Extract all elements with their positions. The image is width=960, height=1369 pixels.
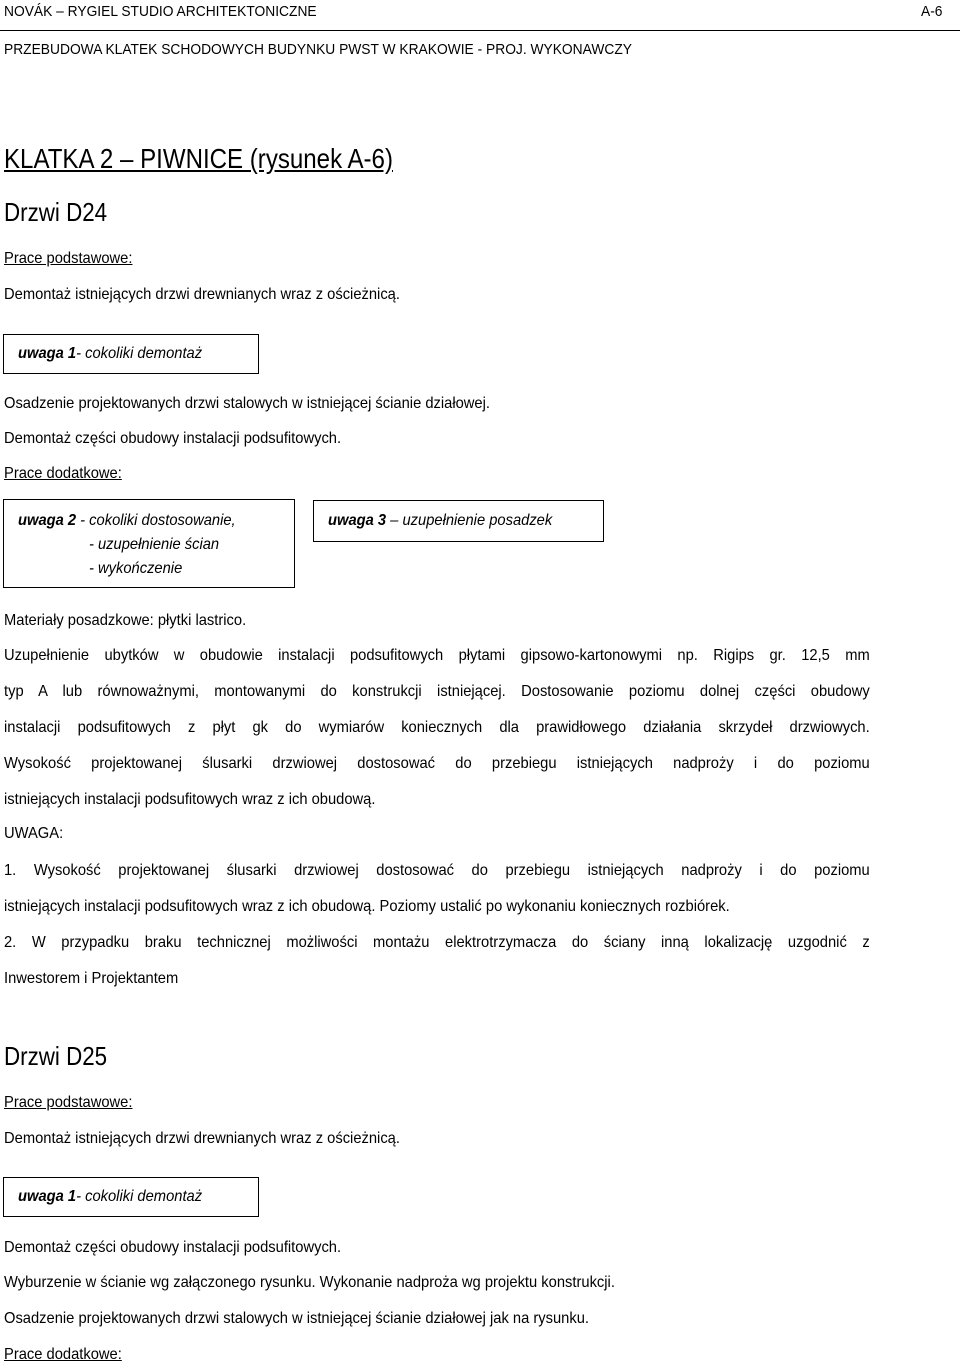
- d24-para-line: Uzupełnienie ubytków w obudowie instalacji podsufitowych płytami gipsowo-kartonowymi np. Rigips gr. 12,5 mm: [4, 647, 870, 664]
- d24-note-1-text: - cokoliki demontaż: [76, 345, 203, 362]
- d25-note-1-label: uwaga 1: [18, 1188, 77, 1205]
- d24-line-2: Osadzenie projektowanych drzwi stalowych w istniejącej ścianie działowej.: [4, 395, 490, 412]
- d24-uwaga-item: istniejących instalacji podsufitowych wraz z ich obudową. Poziomy ustalić po wykonaniu koniecznych rozbiórek.: [4, 898, 730, 915]
- d24-note-3-label: uwaga 3: [328, 512, 387, 529]
- d25-basic-label: Prace podstawowe:: [4, 1094, 133, 1111]
- d24-para-line: instalacji podsufitowych z płyt gk do wymiarów koniecznych dla prawidłowego działania skrzydeł drzwiowych.: [4, 719, 870, 736]
- d25-note-1-box: [3, 1177, 259, 1217]
- header-rule: [0, 30, 960, 31]
- section-title: KLATKA 2 – PIWNICE (rysunek A-6): [4, 143, 393, 174]
- d25-note-1: [18, 1188, 202, 1206]
- d24-line-3: Demontaż części obudowy instalacji podsufitowych.: [4, 430, 342, 447]
- d24-note-2-label: uwaga 2: [18, 512, 77, 529]
- d24-uwaga-label: UWAGA:: [4, 825, 64, 842]
- d24-para-line: Wysokość projektowanej ślusarki drzwiowej dostosować do przebiegu istniejących nadproży i do poziomu: [4, 755, 870, 772]
- d24-uwaga-item: 1. Wysokość projektowanej ślusarki drzwiowej dostosować do przebiegu istniejących nadproży i do poziomu: [4, 862, 870, 879]
- d24-note-2-line-c: - wykończenie: [89, 560, 183, 577]
- d24-note-3: [328, 512, 552, 530]
- d25-extra-label: Prace dodatkowe:: [4, 1346, 122, 1363]
- d24-note-2-text-a: - cokoliki dostosowanie,: [80, 512, 236, 529]
- d24-line-1: Demontaż istniejących drzwi drewnianych wraz z ościeżnicą.: [4, 286, 400, 303]
- d24-uwaga-item: Inwestorem i Projektantem: [4, 970, 179, 987]
- d24-para-line: typ A lub równoważnymi, montowanymi do konstrukcji istniejącej. Dostosowanie poziomu dolnej części obudowy: [4, 683, 870, 700]
- d25-line-2: Demontaż części obudowy instalacji podsufitowych.: [4, 1239, 342, 1256]
- d25-line-4: Osadzenie projektowanych drzwi stalowych w istniejącej ścianie działowej jak na rysunku.: [4, 1310, 589, 1327]
- d25-title: Drzwi D25: [4, 1041, 108, 1071]
- header-page-code: A-6: [921, 3, 943, 20]
- d24-uwaga-item: 2. W przypadku braku technicznej możliwości montażu elektrotrzymacza do ściany inną lokalizację uzgodnić z: [4, 934, 870, 951]
- d24-note-2-line-b: - uzupełnienie ścian: [89, 536, 220, 553]
- d24-materials: Materiały posadzkowe: płytki lastrico.: [4, 612, 247, 629]
- d24-title: Drzwi D24: [4, 197, 108, 227]
- d25-line-3: Wyburzenie w ścianie wg załączonego rysunku. Wykonanie nadproża wg projektu konstrukcji.: [4, 1274, 615, 1291]
- d25-line-1: Demontaż istniejących drzwi drewnianych wraz z ościeżnicą.: [4, 1130, 400, 1147]
- d25-note-1-text: - cokoliki demontaż: [76, 1188, 203, 1205]
- d24-basic-label: Prace podstawowe:: [4, 250, 133, 267]
- d24-note-3-box: [313, 500, 604, 542]
- d24-note-1: [18, 345, 202, 363]
- d24-note-3-text: – uzupełnienie posadzek: [390, 512, 553, 529]
- header-project-name: PRZEBUDOWA KLATEK SCHODOWYCH BUDYNKU PWST W KRAKOWIE - PROJ. WYKONAWCZY: [4, 41, 632, 58]
- d24-note-2-box: [3, 499, 295, 588]
- d24-note-2-line-a: [18, 512, 236, 530]
- d24-para-line: istniejących instalacji podsufitowych wraz z ich obudową.: [4, 791, 376, 808]
- header-studio-name: NOVÁK – RYGIEL STUDIO ARCHITEKTONICZNE: [4, 3, 317, 20]
- d24-extra-label: Prace dodatkowe:: [4, 465, 122, 482]
- d24-note-1-box: [3, 334, 259, 374]
- d24-note-1-label: uwaga 1: [18, 345, 77, 362]
